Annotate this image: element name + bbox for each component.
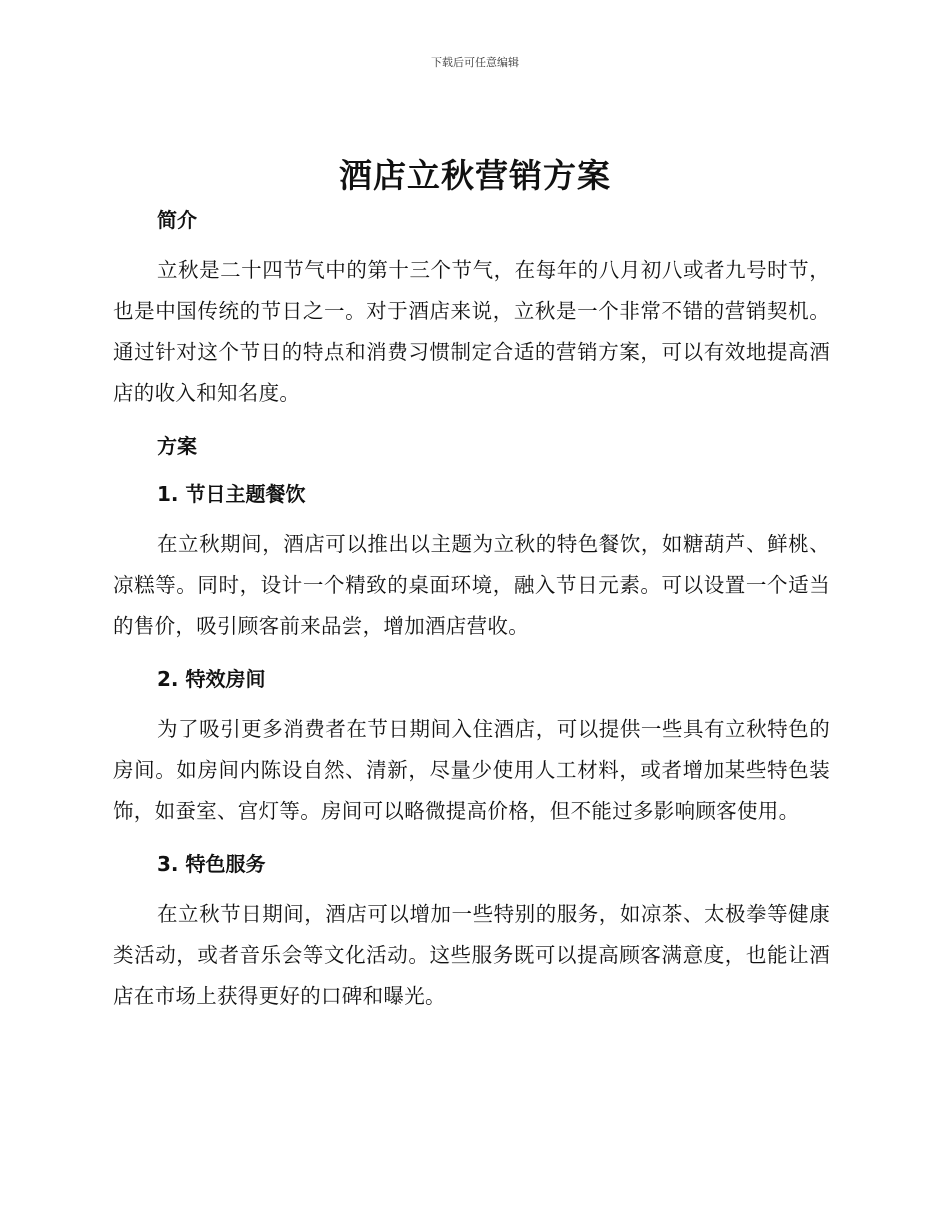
item-paragraph-1: 在立秋期间，酒店可以推出以主题为立秋的特色餐饮，如糖葫芦、鲜桃、凉糕等。同时，设计一个精致的桌面环境，融入节日元素。可以设置一个适当的售价，吸引顾客前来品尝，增加酒店营收。 (113, 532, 830, 638)
header-note: 下载后可任意编辑 (431, 56, 519, 69)
section-heading-intro: 简介 (157, 208, 197, 232)
item-heading-2: 2. 特效房间 (157, 667, 266, 691)
document-body (113, 202, 830, 1017)
item-paragraph-2: 为了吸引更多消费者在节日期间入住酒店，可以提供一些具有立秋特色的房间。如房间内陈设自然、清新，尽量少使用人工材料，或者增加某些特色装饰，如蚕室、宫灯等。房间可以略微提高价格，但不能过多影响顾客使用。 (113, 717, 830, 823)
item-paragraph-3: 在立秋节日期间，酒店可以增加一些特别的服务，如凉茶、太极拳等健康类活动，或者音乐会等文化活动。这些服务既可以提高顾客满意度，也能让酒店在市场上获得更好的口碑和曝光。 (113, 902, 830, 1008)
document-title: 酒店立秋营销方案 (339, 156, 611, 195)
section-heading-plan: 方案 (157, 434, 197, 458)
intro-paragraph: 立秋是二十四节气中的第十三个节气，在每年的八月初八或者九号时节，也是中国传统的节日之一。对于酒店来说，立秋是一个非常不错的营销契机。通过针对这个节日的特点和消费习惯制定合适的营销方案，可以有效地提高酒店的收入和知名度。 (113, 258, 830, 405)
item-heading-3: 3. 特色服务 (157, 852, 266, 876)
item-heading-1: 1. 节日主题餐饮 (157, 482, 306, 506)
